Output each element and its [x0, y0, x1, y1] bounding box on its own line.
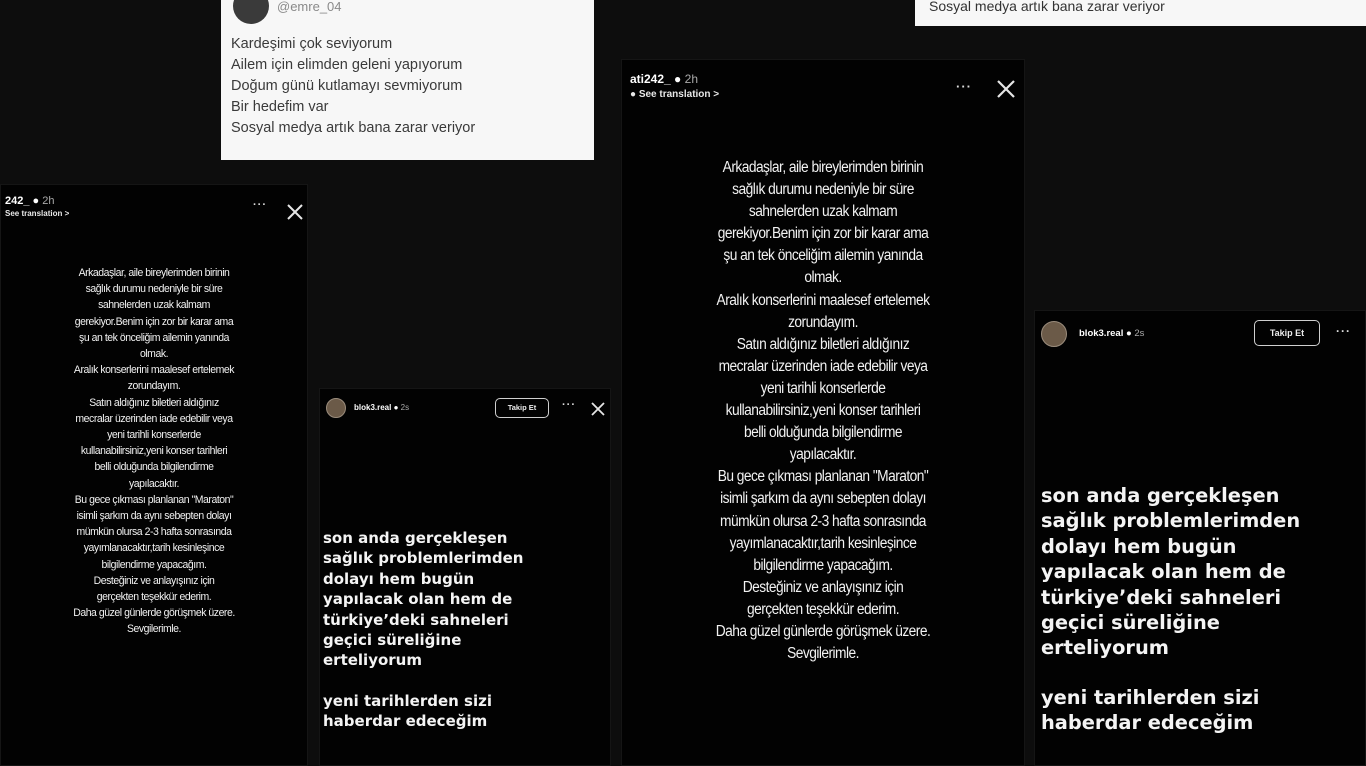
story-line: yapılacaktır.: [789, 446, 857, 464]
story-header: [1035, 311, 1365, 351]
story-time: 2s: [400, 403, 410, 412]
story-line: Satın aldığınız biletleri aldığınız: [736, 335, 910, 353]
more-options-icon[interactable]: ···: [956, 79, 972, 94]
story-line: sahnelerden uzak kalmam: [748, 203, 898, 221]
story-header: [1, 185, 307, 225]
story-line: şu an tek önceliğim ailemin yanında: [723, 247, 923, 265]
story-line: geçici süreliğine: [323, 631, 462, 650]
story-panel-left: [0, 184, 308, 766]
story-username[interactable]: [5, 195, 55, 207]
story-message: [642, 157, 1004, 665]
story-line: yapılacak olan hem de: [323, 590, 513, 609]
tweet-card: [221, 0, 594, 160]
username-text: blok3.real: [1079, 328, 1124, 339]
story-line: sağlık durumu nedeniyle bir süre: [85, 283, 223, 296]
story-line: kullanabilirsiniz,yeni konser tarihleri: [725, 402, 921, 420]
story-line: türkiye’deki sahneleri: [1041, 585, 1282, 609]
more-options-icon[interactable]: ···: [253, 199, 267, 211]
avatar[interactable]: [326, 398, 346, 418]
story-line: haberdar edeceğim: [1041, 711, 1254, 735]
story-time: 2h: [684, 72, 698, 86]
more-options-icon[interactable]: ···: [562, 399, 576, 411]
story-line: sahnelerden uzak kalmam: [98, 299, 210, 312]
see-translation-link[interactable]: [630, 89, 719, 100]
story-panel-right: [1034, 310, 1366, 766]
story-time: 2s: [1134, 328, 1145, 339]
story-line: Aralık konserlerini maalesef ertelemek: [73, 364, 235, 377]
story-line: belli olduğunda bilgilendirme: [743, 424, 903, 442]
more-options-icon[interactable]: ···: [1336, 324, 1351, 338]
story-line: zorundayım.: [127, 380, 181, 393]
story-line: yayımlanacaktır,tarih kesinleşince: [83, 542, 225, 555]
close-icon[interactable]: [285, 202, 305, 222]
story-line: Satın aldığınız biletleri aldığınız: [89, 396, 219, 409]
story-line: bilgilendirme yapacağım.: [753, 556, 893, 574]
story-line: son anda gerçekleşen: [1041, 484, 1280, 507]
story-username[interactable]: [630, 72, 698, 86]
story-line: mecralar üzerinden iade edebilir veya: [718, 357, 928, 375]
story-line: dolayı hem bugün: [1041, 534, 1237, 558]
story-line: erteliyorum: [323, 651, 422, 670]
story-header: [320, 389, 610, 429]
close-icon[interactable]: [995, 78, 1017, 100]
story-line: Bu gece çıkması planlanan "Maraton": [74, 493, 234, 506]
tweet-line: Ailem için elimden geleni yapıyorum: [231, 57, 463, 73]
see-translation-link[interactable]: See translation >: [5, 209, 70, 218]
story-username[interactable]: [354, 403, 409, 412]
story-line: mecralar üzerinden iade edebilir veya: [75, 412, 233, 425]
story-line: gerçekten teşekkür ederim.: [96, 591, 212, 604]
story-message: [323, 528, 523, 732]
story-line: Daha güzel günlerde görüşmek üzere.: [715, 622, 931, 640]
story-panel-mid: [319, 388, 611, 766]
story-line: yapılacak olan hem de: [1041, 560, 1286, 584]
story-time: 2h: [42, 195, 55, 207]
story-panel-center: [621, 59, 1025, 766]
tweet-card-cropped: [915, 0, 1366, 26]
tweet-line: Doğum günü kutlamayı sevmiyorum: [231, 78, 463, 94]
story-line: olmak.: [139, 348, 169, 361]
story-line: Arkadaşlar, aile bireylerimden birinin: [722, 159, 924, 176]
story-line: Bu gece çıkması planlanan "Maraton": [717, 468, 929, 486]
story-line: gerekiyor.Benim için zor bir karar ama: [717, 225, 929, 243]
story-line: olmak.: [804, 269, 842, 287]
story-line: isimli şarkım da aynı sebepten dolayı: [720, 490, 926, 508]
tweet-handle[interactable]: @emre_04: [277, 0, 342, 14]
dot-separator: ●: [32, 195, 43, 207]
see-translation-label: See translation >: [638, 89, 720, 100]
story-line: bilgilendirme yapacağım.: [101, 558, 207, 571]
story-line: gerçekten teşekkür ederim.: [746, 600, 900, 618]
story-line: Aralık konserlerini maalesef ertelemek: [716, 291, 930, 309]
avatar[interactable]: [233, 0, 269, 24]
username-text: 242_: [5, 195, 30, 207]
story-line: sağlık durumu nedeniyle bir süre: [732, 181, 914, 199]
tweet-line: Kardeşimi çok seviyorum: [231, 36, 393, 52]
username-text: blok3.real: [354, 403, 392, 412]
story-line: kullanabilirsiniz,yeni konser tarihleri: [80, 445, 228, 458]
username-text: ati242_: [630, 72, 671, 86]
dot-separator: ●: [1126, 328, 1135, 339]
story-message: [13, 265, 295, 638]
story-line: sağlık problemlerimden: [1041, 509, 1301, 533]
story-line: Daha güzel günlerde görüşmek üzere.: [73, 607, 235, 620]
story-header: [622, 60, 1024, 100]
story-line: yeni tarihlerden sizi: [1041, 685, 1260, 709]
tweet-line: Sosyal medya artık bana zarar veriyor: [929, 0, 1165, 14]
globe-icon: ●: [630, 89, 637, 100]
story-line: Sevgilerimle.: [126, 623, 181, 636]
close-icon[interactable]: [590, 401, 606, 417]
dot-separator: ●: [393, 403, 401, 412]
tweet-body: [231, 34, 475, 139]
story-line: isimli şarkım da aynı sebepten dolayı: [76, 510, 232, 523]
follow-button[interactable]: Takip Et: [495, 398, 549, 418]
tweet-line: Sosyal medya artık bana zarar veriyor: [231, 120, 476, 136]
story-line: gerekiyor.Benim için zor bir karar ama: [74, 315, 234, 328]
story-line: mümkün olursa 2-3 hafta sonrasında: [720, 512, 926, 530]
story-line: dolayı hem bugün: [323, 569, 475, 588]
story-line: son anda gerçekleşen: [323, 529, 508, 547]
story-line: Sevgilerimle.: [787, 645, 859, 663]
story-line: Arkadaşlar, aile bireylerimden birinin: [78, 267, 230, 279]
story-line: yapılacaktır.: [129, 477, 179, 490]
story-line: Desteğiniz ve anlayışınız için: [93, 574, 215, 587]
dot-separator: ●: [674, 72, 685, 86]
story-line: türkiye’deki sahneleri: [323, 610, 509, 629]
story-username[interactable]: [1079, 328, 1144, 339]
story-line: mümkün olursa 2-3 hafta sonrasında: [76, 526, 232, 539]
avatar[interactable]: [1041, 321, 1067, 347]
story-line: yeni tarihlerden sizi: [323, 691, 492, 710]
story-line: erteliyorum: [1041, 636, 1169, 660]
story-line: yayımlanacaktır,tarih kesinleşince: [729, 534, 917, 552]
story-message: [1041, 483, 1300, 736]
story-line: geçici süreliğine: [1041, 611, 1220, 635]
spacer: [1041, 661, 1300, 685]
story-line: şu an tek önceliğim ailemin yanında: [79, 331, 229, 344]
story-line: yeni tarihli konserlerde: [107, 429, 201, 442]
story-line: haberdar edeceğim: [323, 712, 488, 731]
story-line: sağlık problemlerimden: [323, 549, 524, 568]
spacer: [323, 671, 523, 691]
tweet-line: Bir hedefim var: [231, 99, 329, 115]
follow-button[interactable]: Takip Et: [1254, 320, 1320, 346]
story-line: zorundayım.: [788, 313, 858, 331]
story-line: yeni tarihli konserlerde: [760, 379, 886, 397]
story-line: belli olduğunda bilgilendirme: [94, 461, 214, 474]
tweet-header: [233, 0, 342, 24]
story-line: Desteğiniz ve anlayışınız için: [742, 578, 904, 596]
